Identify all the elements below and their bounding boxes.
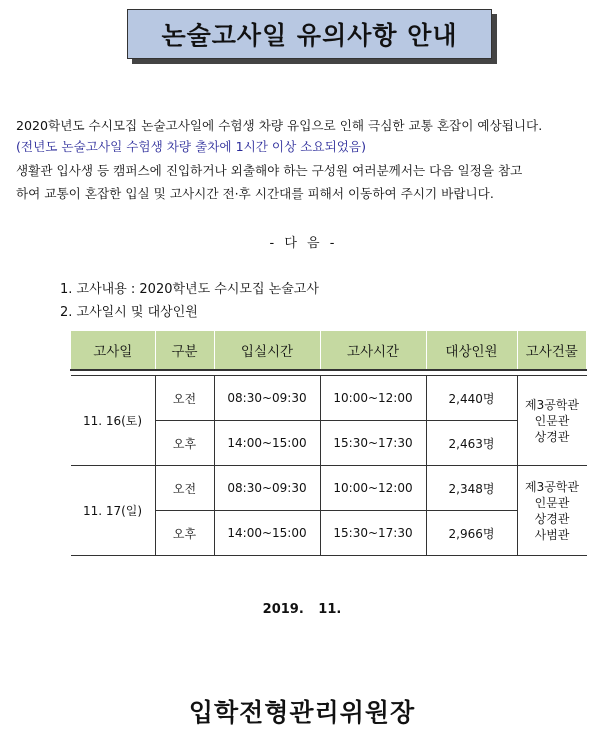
issue-date: 2019. 11. xyxy=(262,602,342,617)
entry-time-cell: 08:30~09:30 xyxy=(214,466,320,511)
headcount-cell: 2,463명 xyxy=(426,421,517,466)
exam-schedule-item: 2. 고사일시 및 대상인원 xyxy=(60,305,198,320)
notice-line-1: 2020학년도 수시모집 논술고사일에 수험생 차량 유입으로 인해 극심한 교통 혼잡이 예상됩니다. xyxy=(16,118,543,133)
exam-date-cell: 11. 17(일) xyxy=(71,466,156,556)
notice-line-2: (전년도 논술고사일 수험생 차량 출차에 1시간 이상 소요되었음) xyxy=(16,139,367,154)
header-exam-time: 고사시간 xyxy=(320,331,426,370)
exam-time-cell: 15:30~17:30 xyxy=(320,511,426,556)
session-cell: 오후 xyxy=(155,421,214,466)
headcount-cell: 2,440명 xyxy=(426,376,517,421)
session-cell: 오후 xyxy=(155,511,214,556)
page-title: 논술고사일 유의사항 안내 xyxy=(127,9,492,59)
entry-time-cell: 08:30~09:30 xyxy=(214,376,320,421)
entry-time-cell: 14:00~15:00 xyxy=(214,511,320,556)
entry-time-cell: 14:00~15:00 xyxy=(214,421,320,466)
header-headcount: 대상인원 xyxy=(426,331,517,370)
table-row xyxy=(71,466,587,511)
following-heading: - 다 음 - xyxy=(269,236,335,251)
building-cell xyxy=(517,466,587,556)
table-row xyxy=(71,376,587,421)
headcount-cell: 2,348명 xyxy=(426,466,517,511)
session-cell: 오전 xyxy=(155,376,214,421)
header-exam-day: 고사일 xyxy=(71,331,156,370)
notice-line-3: 생활관 입사생 등 캠퍼스에 진입하거나 외출해야 하는 구성원 여러분께서는 다음 일정을 참고 xyxy=(16,163,523,178)
exam-time-cell: 15:30~17:30 xyxy=(320,421,426,466)
building-list: 제3공학관 인문관 상경관 xyxy=(524,397,579,444)
signature: 입학전형관리위원장 xyxy=(188,698,416,727)
exam-time-cell: 10:00~12:00 xyxy=(320,376,426,421)
exam-content-item: 1. 고사내용 : 2020학년도 수시모집 논술고사 xyxy=(60,282,319,297)
schedule-table xyxy=(70,331,587,556)
exam-time-cell: 10:00~12:00 xyxy=(320,466,426,511)
headcount-cell: 2,966명 xyxy=(426,511,517,556)
exam-date-cell: 11. 16(토) xyxy=(71,376,156,466)
header-session: 구분 xyxy=(155,331,214,370)
header-building: 고사건물 xyxy=(517,331,587,370)
building-cell xyxy=(517,376,587,466)
header-entry-time: 입실시간 xyxy=(214,331,320,370)
session-cell: 오전 xyxy=(155,466,214,511)
notice-line-4: 하여 교통이 혼잡한 입실 및 고사시간 전·후 시간대를 피해서 이동하여 주시기 바랍니다. xyxy=(16,186,494,201)
table-header-row xyxy=(71,331,587,370)
building-list: 제3공학관 인문관 상경관 사범관 xyxy=(524,479,579,542)
